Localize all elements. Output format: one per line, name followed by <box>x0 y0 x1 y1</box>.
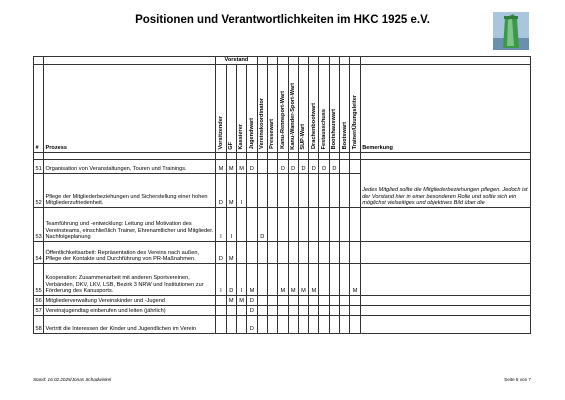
responsibility-mark <box>216 306 226 316</box>
row-number: 52 <box>34 174 44 208</box>
role-label: Kanu-Rennsport-Wart <box>279 91 286 150</box>
responsibility-mark <box>267 174 277 208</box>
responsibility-mark: D <box>247 160 257 174</box>
responsibility-mark <box>267 242 277 264</box>
responsibility-mark <box>350 316 360 334</box>
responsibility-mark <box>329 174 339 208</box>
responsibility-mark <box>288 174 298 208</box>
table-row <box>34 242 531 264</box>
responsibility-mark: M <box>278 264 288 296</box>
table-row <box>34 296 531 306</box>
role-label: Kanu-Wander-Sport-Wart <box>290 82 296 150</box>
responsibility-mark <box>278 242 288 264</box>
responsibility-mark <box>267 160 277 174</box>
process-description: Pflege der Mitgliederbeziehungen und Sicherstellung einer hohen Mitgliederzufriedenheit. <box>44 174 216 208</box>
spacer-cell <box>257 153 267 160</box>
responsibility-mark <box>340 296 350 306</box>
group-header-vorstand: Vorstand <box>216 57 257 65</box>
remark-cell <box>360 208 530 242</box>
column-header-role <box>288 65 298 153</box>
column-header-role <box>236 65 246 153</box>
responsibility-mark: D <box>226 264 236 296</box>
role-label: Kassierer <box>238 123 245 150</box>
responsibility-mark <box>288 296 298 306</box>
remark-cell <box>360 306 530 316</box>
spacer-cell <box>329 153 339 160</box>
process-description: Vereinsjugendtag einberufen und leiten (jährlich) <box>44 306 216 316</box>
process-description: Kooperation: Zusammenarbeit mit anderen Sportvereinen, Verbänden, DKV, LKV, LSB, Bezirk 3 NRW und Institutionen zur Förderung des Kanusports. <box>44 264 216 296</box>
responsibility-mark <box>247 242 257 264</box>
footer-page-number: Seite 5 von 7 <box>504 377 531 382</box>
row-number: 51 <box>34 160 44 174</box>
spacer-cell <box>267 153 277 160</box>
responsibility-mark <box>257 242 267 264</box>
responsibility-mark <box>309 208 319 242</box>
row-number: 53 <box>34 208 44 242</box>
table-row <box>34 160 531 174</box>
spacer-cell <box>216 153 226 160</box>
row-number: 54 <box>34 242 44 264</box>
remark-cell <box>360 316 530 334</box>
spacer-cell <box>226 153 236 160</box>
responsibility-mark <box>340 208 350 242</box>
responsibility-mark: D <box>216 174 226 208</box>
responsibility-mark: M <box>236 160 246 174</box>
header-spacer-remark <box>360 57 530 65</box>
role-label: Drachenbootwart <box>310 103 317 150</box>
responsibility-mark: M <box>247 264 257 296</box>
responsibility-mark: I <box>236 174 246 208</box>
process-description: Vertritt die Interessen der Kinder und Jugendlichen im Verein <box>44 316 216 334</box>
spacer-cell <box>34 153 44 160</box>
role-label: Festausschuss <box>320 108 327 150</box>
responsibility-mark <box>267 264 277 296</box>
responsibility-mark: M <box>216 160 226 174</box>
responsibility-mark <box>236 316 246 334</box>
column-header-role <box>278 65 288 153</box>
responsibility-mark <box>216 316 226 334</box>
responsibility-mark <box>257 160 267 174</box>
responsibility-mark: I <box>226 208 236 242</box>
responsibility-mark <box>257 264 267 296</box>
responsibility-mark <box>298 306 308 316</box>
responsibility-mark <box>288 306 298 316</box>
responsibility-mark <box>329 264 339 296</box>
responsibility-mark: M <box>226 160 236 174</box>
responsibility-mark <box>340 316 350 334</box>
spacer-cell <box>319 153 329 160</box>
table-row <box>34 316 531 334</box>
responsibility-mark <box>309 174 319 208</box>
spacer-cell <box>360 153 530 160</box>
responsibility-mark <box>309 296 319 306</box>
header-spacer-process <box>44 57 216 65</box>
spacer-cell <box>236 153 246 160</box>
responsibility-mark <box>236 306 246 316</box>
responsibility-mark: D <box>257 208 267 242</box>
spacer-cell <box>247 153 257 160</box>
responsibility-mark <box>298 174 308 208</box>
column-header-role <box>329 65 339 153</box>
responsibility-mark <box>309 242 319 264</box>
responsibility-mark <box>236 208 246 242</box>
remark-cell <box>360 264 530 296</box>
responsibility-mark: M <box>226 296 236 306</box>
responsibility-mark <box>247 174 257 208</box>
responsibility-mark <box>288 208 298 242</box>
responsibility-mark <box>350 208 360 242</box>
role-label: Pressewart <box>269 119 276 150</box>
responsibility-mark <box>319 264 329 296</box>
remark-cell <box>360 296 530 306</box>
responsibility-mark <box>340 174 350 208</box>
header-spacer-role <box>350 57 360 65</box>
spacer-cell <box>288 153 298 160</box>
club-logo <box>493 12 529 50</box>
responsibility-mark <box>257 316 267 334</box>
responsibility-mark: D <box>288 160 298 174</box>
responsibility-mark <box>350 174 360 208</box>
column-header-role <box>257 65 267 153</box>
responsibility-mark <box>298 242 308 264</box>
responsibility-mark <box>329 296 339 306</box>
spacer-cell <box>298 153 308 160</box>
responsibility-mark <box>278 208 288 242</box>
responsibility-mark <box>226 306 236 316</box>
responsibility-mark <box>257 306 267 316</box>
responsibility-mark <box>278 296 288 306</box>
header-spacer-role <box>288 57 298 65</box>
responsibility-mark <box>319 242 329 264</box>
responsibility-mark: M <box>236 296 246 306</box>
responsibility-mark: M <box>298 264 308 296</box>
table-row <box>34 306 531 316</box>
column-header-role <box>340 65 350 153</box>
responsibility-mark <box>340 264 350 296</box>
page-title: Positionen und Verantwortlichkeiten im HKC 1925 e.V. <box>135 14 430 26</box>
responsibility-mark: D <box>298 160 308 174</box>
responsibility-mark: M <box>309 264 319 296</box>
process-description: Organisation von Veranstaltungen, Touren und Trainings. <box>44 160 216 174</box>
column-header-remark: Bemerkung <box>360 65 530 153</box>
responsibility-mark: M <box>226 242 236 264</box>
responsibility-mark <box>329 208 339 242</box>
responsibility-mark: D <box>247 316 257 334</box>
responsibility-mark <box>267 296 277 306</box>
responsibility-mark <box>350 296 360 306</box>
header-spacer-num <box>34 57 44 65</box>
header-spacer-role <box>319 57 329 65</box>
header-spacer-role <box>340 57 350 65</box>
responsibility-mark: D <box>216 242 226 264</box>
responsibility-mark: D <box>278 160 288 174</box>
responsibility-mark <box>329 316 339 334</box>
column-header-role <box>267 65 277 153</box>
role-label: Bootswart <box>341 121 348 150</box>
column-header-role <box>298 65 308 153</box>
remark-cell <box>360 242 530 264</box>
responsibility-mark: I <box>216 208 226 242</box>
responsibility-mark: M <box>226 174 236 208</box>
responsibility-mark <box>288 242 298 264</box>
column-header-role <box>226 65 236 153</box>
row-number: 55 <box>34 264 44 296</box>
header-spacer-role <box>309 57 319 65</box>
responsibility-mark: I <box>236 264 246 296</box>
role-label: GF <box>228 141 235 150</box>
header-spacer-role <box>329 57 339 65</box>
column-header-role <box>319 65 329 153</box>
column-header-process: Prozess <box>44 65 216 153</box>
spacer-cell <box>278 153 288 160</box>
responsibility-mark <box>278 174 288 208</box>
responsibility-table <box>33 56 531 334</box>
responsibility-mark <box>257 174 267 208</box>
responsibility-mark <box>350 306 360 316</box>
header-spacer-role <box>298 57 308 65</box>
table-row <box>34 208 531 242</box>
responsibility-mark <box>319 296 329 306</box>
responsibility-mark: D <box>319 160 329 174</box>
header-spacer-role <box>257 57 267 65</box>
responsibility-mark <box>340 306 350 316</box>
row-number: 58 <box>34 316 44 334</box>
row-number: 57 <box>34 306 44 316</box>
column-header-number: # <box>34 65 44 153</box>
responsibility-mark <box>350 160 360 174</box>
spacer-cell <box>350 153 360 160</box>
responsibility-mark: D <box>247 296 257 306</box>
responsibility-mark <box>267 316 277 334</box>
responsibility-mark <box>226 316 236 334</box>
responsibility-mark: M <box>350 264 360 296</box>
responsibility-mark <box>319 174 329 208</box>
responsibility-mark <box>267 306 277 316</box>
responsibility-mark <box>267 208 277 242</box>
responsibility-mark: D <box>309 160 319 174</box>
responsibility-mark <box>319 316 329 334</box>
responsibility-mark <box>278 316 288 334</box>
responsibility-mark <box>288 316 298 334</box>
column-header-role <box>350 65 360 153</box>
header-spacer-role <box>267 57 277 65</box>
spacer-cell <box>340 153 350 160</box>
role-label: Trainer/Übungsleiter <box>351 94 358 150</box>
responsibility-mark <box>247 208 257 242</box>
spacer-cell <box>44 153 216 160</box>
role-label: Vorsitzender <box>217 115 224 150</box>
footer-stand: Stand: 16.02.2025/Jonas Schadwinkel <box>33 377 112 382</box>
header-spacer-role <box>278 57 288 65</box>
responsibility-mark <box>340 160 350 174</box>
responsibility-mark <box>329 306 339 316</box>
responsibility-mark: D <box>247 306 257 316</box>
responsibility-mark <box>257 296 267 306</box>
role-label: Vereinskoordinator <box>259 98 266 150</box>
role-label: Jugendwart <box>248 117 255 150</box>
responsibility-mark <box>298 316 308 334</box>
row-number: 56 <box>34 296 44 306</box>
role-label: Bootshauswart <box>331 108 338 150</box>
column-header-role <box>247 65 257 153</box>
responsibility-mark <box>309 316 319 334</box>
responsibility-mark <box>309 306 319 316</box>
responsibility-mark <box>216 296 226 306</box>
responsibility-mark <box>236 242 246 264</box>
remark-cell: Jedes Mitglied sollte die Mitgliederbeziehungen pflegen. Jedoch ist der Vorstand hier in einer besonderen Rolle und sollte sich ein möglichst vielseitiges und objektives Bild über die <box>360 160 530 208</box>
role-label: SUP-Wart <box>300 123 307 150</box>
process-description: Öffentlichkeitsarbeit: Repräsentation des Vereins nach außen, Pflege der Kontakte und Durchführung von PR-Maßnahmen. <box>44 242 216 264</box>
responsibility-mark <box>350 242 360 264</box>
column-header-role <box>309 65 319 153</box>
responsibility-mark <box>340 242 350 264</box>
responsibility-mark <box>278 306 288 316</box>
process-description: Teamführung und -entwicklung: Leitung und Motivation des Vereinsteams, einschließlich Trainer, Ehrenamtlicher und Mitglieder. Nachfolgeplanung <box>44 208 216 242</box>
responsibility-mark <box>298 208 308 242</box>
column-header-role <box>216 65 226 153</box>
responsibility-mark: I <box>216 264 226 296</box>
responsibility-mark <box>298 296 308 306</box>
table-row <box>34 264 531 296</box>
responsibility-mark: M <box>288 264 298 296</box>
process-description: Mitgliederverwaltung Vereinskinder und -Jugend <box>44 296 216 306</box>
spacer-cell <box>309 153 319 160</box>
responsibility-mark: D <box>329 160 339 174</box>
responsibility-mark <box>319 306 329 316</box>
responsibility-mark <box>329 242 339 264</box>
responsibility-mark <box>319 208 329 242</box>
